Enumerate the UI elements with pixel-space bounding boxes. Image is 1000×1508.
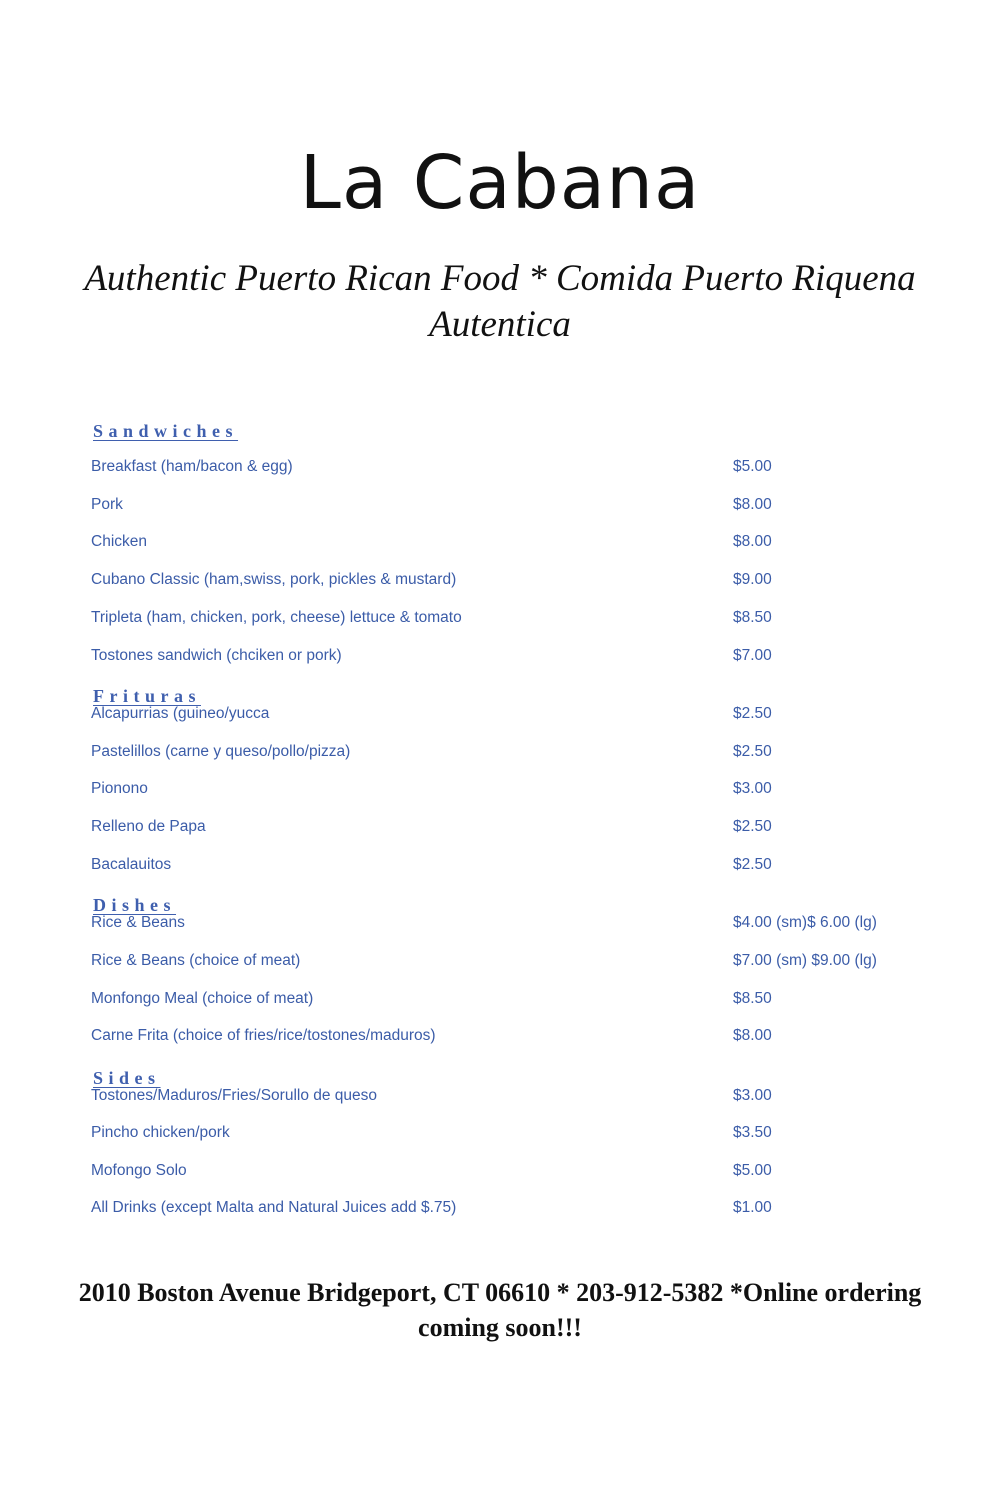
menu-item-price: $3.00 (733, 1087, 772, 1104)
menu-item-name: Mofongo Solo (91, 1162, 187, 1179)
menu-item-name: All Drinks (except Malta and Natural Juices add $.75) (91, 1199, 457, 1216)
menu-item-price: $2.50 (733, 705, 772, 722)
restaurant-subtitle: Authentic Puerto Rican Food * Comida Puerto Riquena Autentica (84, 258, 916, 345)
menu-item-name: Pionono (91, 780, 148, 797)
menu-item-name: Relleno de Papa (91, 818, 206, 835)
menu-item-price: $3.00 (733, 780, 772, 797)
section-heading-dishes: Dishes (93, 895, 177, 915)
menu-item-price: $8.00 (733, 533, 772, 550)
menu-item-name: Tripleta (ham, chicken, pork, cheese) lettuce & tomato (91, 609, 462, 626)
menu-item-price: $7.00 (sm) $9.00 (lg) (733, 952, 877, 969)
menu-item-price: $2.50 (733, 818, 772, 835)
section-heading-sandwiches: Sandwiches (93, 421, 239, 441)
menu-item-name: Bacalauitos (91, 856, 172, 873)
menu-item-name: Rice & Beans (choice of meat) (91, 952, 301, 969)
menu-item-name: Rice & Beans (91, 914, 185, 931)
menu-item-name: Alcapurrias (guineo/yucca (91, 705, 270, 722)
menu-item-name: Cubano Classic (ham,swiss, pork, pickles & mustard) (91, 571, 457, 588)
menu-item-price: $9.00 (733, 571, 772, 588)
section-heading-sides: Sides (93, 1068, 161, 1088)
menu-item-price: $1.00 (733, 1199, 772, 1216)
menu-item-price: $5.00 (733, 1162, 772, 1179)
menu-item-price: $2.50 (733, 856, 772, 873)
menu-item-name: Chicken (91, 533, 147, 550)
menu-item-price: $2.50 (733, 743, 772, 760)
menu-item-name: Breakfast (ham/bacon & egg) (91, 458, 293, 475)
menu-item-price: $8.00 (733, 496, 772, 513)
menu-item-name: Pincho chicken/pork (91, 1124, 230, 1141)
menu-item-name: Tostones sandwich (chciken or pork) (91, 647, 342, 664)
menu-item-price: $8.50 (733, 990, 772, 1007)
menu-item-name: Carne Frita (choice of fries/rice/tostones/maduros) (91, 1027, 436, 1044)
menu-item-price: $4.00 (sm)$ 6.00 (lg) (733, 914, 877, 931)
menu-item-name: Tostones/Maduros/Fries/Sorullo de queso (91, 1087, 378, 1104)
menu-item-price: $3.50 (733, 1124, 772, 1141)
section-heading-frituras: Frituras (93, 686, 201, 706)
menu-item-price: $8.50 (733, 609, 772, 626)
menu-item-price: $5.00 (733, 458, 772, 475)
footer-contact: 2010 Boston Avenue Bridgeport, CT 06610 * 203-912-5382 *Online ordering coming soon!!! (78, 1278, 922, 1342)
menu-item-price: $8.00 (733, 1027, 772, 1044)
menu-item-name: Pork (91, 496, 123, 513)
restaurant-title: La Cabana (299, 140, 701, 226)
menu-item-name: Monfongo Meal (choice of meat) (91, 990, 314, 1007)
menu-item-price: $7.00 (733, 647, 772, 664)
menu-item-name: Pastelillos (carne y queso/pollo/pizza) (91, 743, 351, 760)
